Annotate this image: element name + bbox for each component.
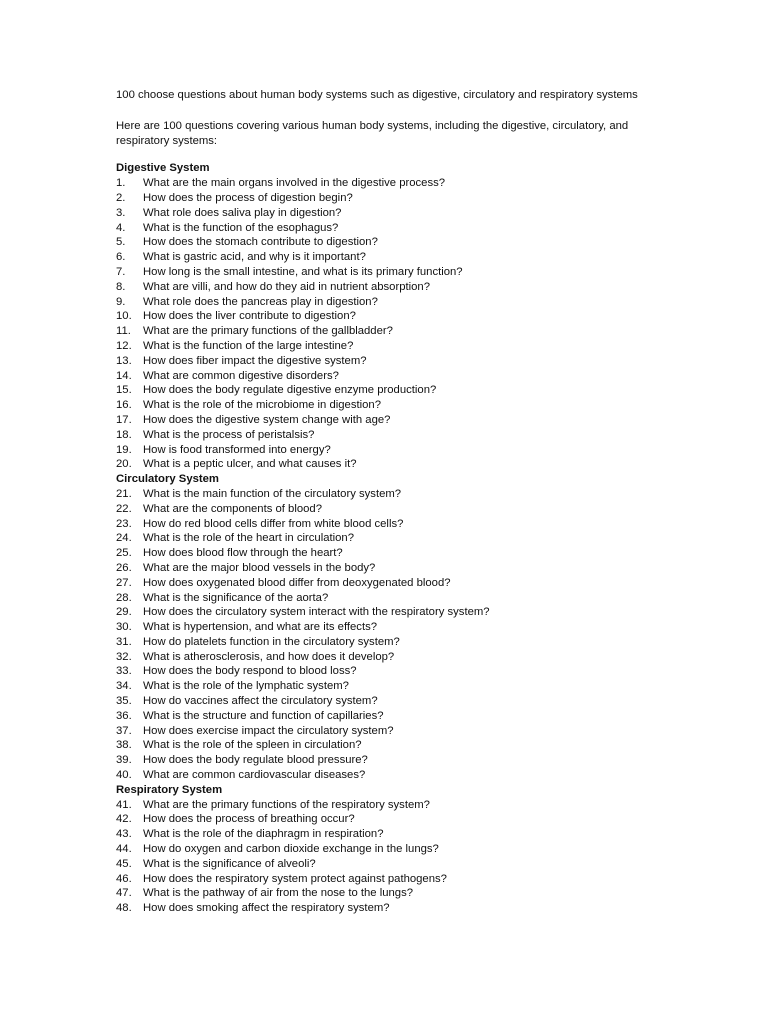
list-item <box>116 872 656 887</box>
question-number: 16. <box>116 399 132 412</box>
question-text: What is the significance of the aorta? <box>143 591 329 604</box>
question-number: 41. <box>116 798 132 811</box>
list-item <box>116 546 656 561</box>
question-text: What is the role of the spleen in circulation? <box>143 739 362 752</box>
list-item <box>116 309 656 324</box>
question-number: 29. <box>116 606 132 619</box>
list-item <box>116 531 656 546</box>
list-item <box>116 176 656 191</box>
question-text: How does blood flow through the heart? <box>143 547 343 560</box>
section-heading: Circulatory System <box>116 473 219 486</box>
question-number: 6. <box>116 251 126 264</box>
question-text: How does the body regulate blood pressure? <box>143 754 368 767</box>
section-circulatory-system <box>116 472 656 783</box>
question-text: What are the primary functions of the respiratory system? <box>143 798 430 811</box>
question-text: What is a peptic ulcer, and what causes it? <box>143 458 357 471</box>
list-item <box>116 428 656 443</box>
question-list <box>116 487 656 783</box>
document-intro: Here are 100 questions covering various human body systems, including the digestive, circulatory, and respiratory systems: <box>116 119 629 147</box>
question-text: What is the function of the esophagus? <box>143 221 339 234</box>
question-text: What is the structure and function of capillaries? <box>143 709 384 722</box>
question-text: How do red blood cells differ from white blood cells? <box>143 517 404 530</box>
question-number: 15. <box>116 384 132 397</box>
question-sections <box>116 161 656 916</box>
question-number: 28. <box>116 591 132 604</box>
question-number: 21. <box>116 487 132 500</box>
question-text: How do platelets function in the circulatory system? <box>143 635 400 648</box>
list-item <box>116 369 656 384</box>
list-item <box>116 324 656 339</box>
list-item <box>116 605 656 620</box>
question-number: 19. <box>116 443 132 456</box>
list-item <box>116 191 656 206</box>
question-number: 23. <box>116 517 132 530</box>
question-number: 40. <box>116 769 132 782</box>
question-list <box>116 176 656 472</box>
question-number: 11. <box>116 325 131 338</box>
question-number: 2. <box>116 191 126 204</box>
question-text: How does the process of breathing occur? <box>143 813 355 826</box>
question-text: What is gastric acid, and why is it important? <box>143 251 366 264</box>
question-number: 24. <box>116 532 132 545</box>
question-text: How does fiber impact the digestive system? <box>143 354 367 367</box>
question-number: 1. <box>116 177 126 190</box>
question-text: What are villi, and how do they aid in nutrient absorption? <box>143 280 430 293</box>
question-text: What is the role of the lymphatic system? <box>143 680 349 693</box>
list-item <box>116 383 656 398</box>
question-text: What is hypertension, and what are its effects? <box>143 621 378 634</box>
question-text: What is the main function of the circulatory system? <box>143 487 402 500</box>
question-number: 7. <box>116 265 126 278</box>
list-item <box>116 768 656 783</box>
list-item <box>116 635 656 650</box>
document-title: 100 choose questions about human body systems such as digestive, circulatory and respiratory systems <box>116 89 638 101</box>
list-item <box>116 724 656 739</box>
question-number: 37. <box>116 724 132 737</box>
question-number: 18. <box>116 428 132 441</box>
question-number: 33. <box>116 665 132 678</box>
list-item <box>116 354 656 369</box>
question-number: 45. <box>116 857 132 870</box>
question-number: 46. <box>116 872 132 885</box>
section-heading: Respiratory System <box>116 783 223 796</box>
list-item <box>116 235 656 250</box>
list-item <box>116 812 656 827</box>
question-text: How does the process of digestion begin? <box>143 191 353 204</box>
section-digestive-system <box>116 161 656 472</box>
question-number: 35. <box>116 695 132 708</box>
list-item <box>116 901 656 916</box>
question-number: 31. <box>116 635 132 648</box>
question-text: What are the major blood vessels in the body? <box>143 561 376 574</box>
question-number: 26. <box>116 561 132 574</box>
question-text: What are common cardiovascular diseases? <box>143 769 366 782</box>
question-number: 43. <box>116 828 132 841</box>
question-text: What is the role of the microbiome in digestion? <box>143 399 381 412</box>
list-item <box>116 502 656 517</box>
list-item <box>116 827 656 842</box>
question-number: 27. <box>116 576 132 589</box>
question-text: How does the liver contribute to digestion? <box>143 310 356 323</box>
question-text: What is the function of the large intestine? <box>143 339 354 352</box>
question-text: What is the pathway of air from the nose to the lungs? <box>143 887 414 900</box>
question-text: How does the body respond to blood loss? <box>143 665 357 678</box>
question-text: What is the process of peristalsis? <box>143 428 315 441</box>
list-item <box>116 457 656 472</box>
question-text: What role does saliva play in digestion? <box>143 206 342 219</box>
list-item <box>116 339 656 354</box>
list-item <box>116 221 656 236</box>
question-number: 47. <box>116 887 132 900</box>
question-text: How does the circulatory system interact with the respiratory system? <box>143 606 490 619</box>
question-text: What is the role of the heart in circulation? <box>143 532 354 545</box>
list-item <box>116 664 656 679</box>
section-heading: Digestive System <box>116 162 210 175</box>
list-item <box>116 738 656 753</box>
question-text: How long is the small intestine, and what is its primary function? <box>143 265 463 278</box>
question-text: How does smoking affect the respiratory system? <box>143 902 390 915</box>
question-text: How does the digestive system change with age? <box>143 413 391 426</box>
list-item <box>116 650 656 665</box>
question-number: 14. <box>116 369 132 382</box>
question-text: What is the role of the diaphragm in respiration? <box>143 828 384 841</box>
question-number: 42. <box>116 813 132 826</box>
list-item <box>116 295 656 310</box>
question-number: 32. <box>116 650 132 663</box>
question-number: 5. <box>116 236 126 249</box>
question-number: 38. <box>116 739 132 752</box>
question-text: How does the body regulate digestive enzyme production? <box>143 384 437 397</box>
list-item <box>116 206 656 221</box>
question-text: What are the primary functions of the gallbladder? <box>143 325 393 338</box>
list-item <box>116 265 656 280</box>
question-text: How do oxygen and carbon dioxide exchange in the lungs? <box>143 843 439 856</box>
list-item <box>116 443 656 458</box>
question-number: 39. <box>116 754 132 767</box>
list-item <box>116 679 656 694</box>
question-number: 10. <box>116 310 132 323</box>
question-text: What role does the pancreas play in digestion? <box>143 295 378 308</box>
section-respiratory-system <box>116 783 656 916</box>
list-item <box>116 561 656 576</box>
question-number: 8. <box>116 280 126 293</box>
list-item <box>116 413 656 428</box>
list-item <box>116 576 656 591</box>
question-text: How does the respiratory system protect against pathogens? <box>143 872 447 885</box>
question-number: 25. <box>116 547 132 560</box>
question-number: 9. <box>116 295 126 308</box>
question-number: 36. <box>116 709 132 722</box>
question-number: 17. <box>116 413 132 426</box>
list-item <box>116 857 656 872</box>
question-text: What are the main organs involved in the digestive process? <box>143 177 446 190</box>
list-item <box>116 694 656 709</box>
question-number: 12. <box>116 339 132 352</box>
question-text: How does exercise impact the circulatory system? <box>143 724 394 737</box>
question-list <box>116 798 656 916</box>
question-text: How does oxygenated blood differ from deoxygenated blood? <box>143 576 451 589</box>
question-number: 20. <box>116 458 132 471</box>
question-number: 13. <box>116 354 132 367</box>
question-text: What are the components of blood? <box>143 502 322 515</box>
list-item <box>116 517 656 532</box>
question-text: How do vaccines affect the circulatory system? <box>143 695 378 708</box>
question-text: How does the stomach contribute to digestion? <box>143 236 378 249</box>
list-item <box>116 487 656 502</box>
question-number: 48. <box>116 902 132 915</box>
question-number: 30. <box>116 621 132 634</box>
list-item <box>116 842 656 857</box>
list-item <box>116 591 656 606</box>
list-item <box>116 798 656 813</box>
list-item <box>116 280 656 295</box>
question-number: 34. <box>116 680 132 693</box>
question-number: 3. <box>116 206 126 219</box>
list-item <box>116 886 656 901</box>
question-text: What is atherosclerosis, and how does it develop? <box>143 650 395 663</box>
question-text: What is the significance of alveoli? <box>143 857 316 870</box>
question-number: 22. <box>116 502 132 515</box>
question-text: How is food transformed into energy? <box>143 443 331 456</box>
list-item <box>116 620 656 635</box>
list-item <box>116 250 656 265</box>
list-item <box>116 753 656 768</box>
question-number: 44. <box>116 843 132 856</box>
document-content <box>116 88 656 916</box>
list-item <box>116 398 656 413</box>
question-number: 4. <box>116 221 126 234</box>
list-item <box>116 709 656 724</box>
question-text: What are common digestive disorders? <box>143 369 339 382</box>
